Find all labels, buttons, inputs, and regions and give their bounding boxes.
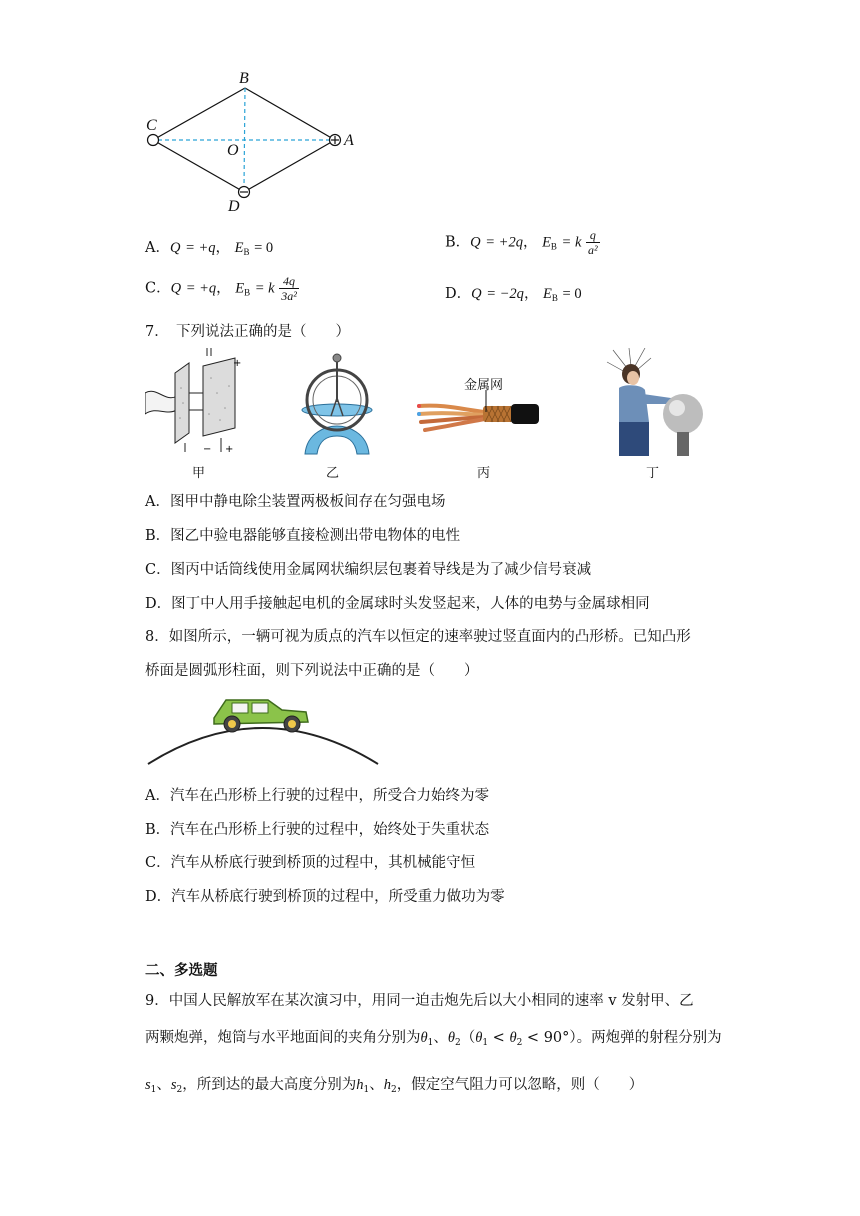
- label-D: D: [228, 198, 240, 215]
- charge-C: [148, 135, 159, 146]
- svg-text:−: −: [203, 444, 212, 455]
- q6-option-d[interactable]: D．Q = −2q， $E_B = 0$: [445, 286, 582, 303]
- q7-option-d[interactable]: D．图丁中人用手接触起电机的金属球时头发竖起来，人体的电势与金属球相同: [145, 596, 650, 612]
- q9-line3: $s_1$、$s_2$，所到达的最大高度分别为$h_1$、$h_2$，假定空气阻力可以忽略，则（ ）: [145, 1077, 644, 1095]
- q6-option-c[interactable]: C．Q = +q， $E_B = k$ $\frac{4q}{\text{3a²}}$: [145, 274, 297, 303]
- caption-bing: 丙: [477, 466, 491, 481]
- precipitator-image: [145, 348, 245, 458]
- q7-option-a[interactable]: A．图甲中静电除尘装置两极板间存在匀强电场: [145, 494, 446, 510]
- label-O: O: [227, 142, 239, 159]
- section-title: 二、多选题: [145, 962, 218, 979]
- q8-stem-line1: 8．如图所示，一辆可视为质点的汽车以恒定的速率驶过竖直面内的凸形桥。已知凸形: [145, 629, 691, 645]
- metal-mesh-label: 金属网: [464, 378, 504, 393]
- electroscope-image: [297, 350, 377, 456]
- q8-option-a[interactable]: A．汽车在凸形桥上行驶的过程中，所受合力始终为零: [145, 788, 489, 804]
- q9-line1: 9．中国人民解放军在某次演习中，用同一迫击炮先后以大小相同的速率 v 发射甲、乙: [145, 993, 694, 1009]
- caption-yi: 乙: [326, 466, 340, 481]
- q7-stem: 7． 下列说法正确的是（ ）: [145, 324, 350, 340]
- q8-option-c[interactable]: C．汽车从桥底行驶到桥顶的过程中，其机械能守恒: [145, 855, 476, 871]
- caption-jia: 甲: [192, 466, 206, 481]
- q8-option-b[interactable]: B．汽车在凸形桥上行驶的过程中，始终处于失重状态: [145, 822, 490, 838]
- q8-stem-line2: 桥面是圆弧形柱面，则下列说法中正确的是（ ）: [145, 663, 479, 679]
- q6-option-a[interactable]: A．Q = +q， $E_B = 0$: [145, 240, 274, 257]
- metal-mesh-pointer: [484, 390, 488, 412]
- label-A: A: [344, 132, 354, 149]
- caption-ding: 丁: [646, 466, 660, 481]
- fraction-c: $\frac{4q}{\text{3a²}}$: [281, 274, 297, 303]
- q6-option-b[interactable]: B．Q = +2q， $E_B = k$ $\frac{q}{\text{a²}}$: [445, 228, 598, 257]
- label-C: C: [146, 117, 157, 134]
- svg-text:+: +: [233, 358, 242, 369]
- svg-text:+: +: [225, 444, 234, 455]
- car-on-bridge-image: [146, 688, 386, 768]
- label-B: B: [239, 70, 249, 87]
- cable-image: [415, 390, 540, 438]
- person-generator-image: [605, 348, 705, 456]
- q7-option-b[interactable]: B．图乙中验电器能够直接检测出带电物体的电性: [145, 528, 461, 544]
- q8-option-d[interactable]: D．汽车从桥底行驶到桥顶的过程中，所受重力做功为零: [145, 889, 505, 905]
- rhombus-figure: [140, 66, 370, 222]
- q7-option-c[interactable]: C．图丙中话筒线使用金属网状编织层包裹着导线是为了减少信号衰减: [145, 562, 592, 578]
- q9-line2: 两颗炮弹，炮筒与水平地面间的夹角分别为$\theta_1$、$\theta_2(\theta_1 < \theta_2 < 90^\circ)$。两炮弹的射程分别为: [145, 1030, 722, 1048]
- fraction-b: $\frac{q}{\text{a²}}$: [588, 228, 598, 257]
